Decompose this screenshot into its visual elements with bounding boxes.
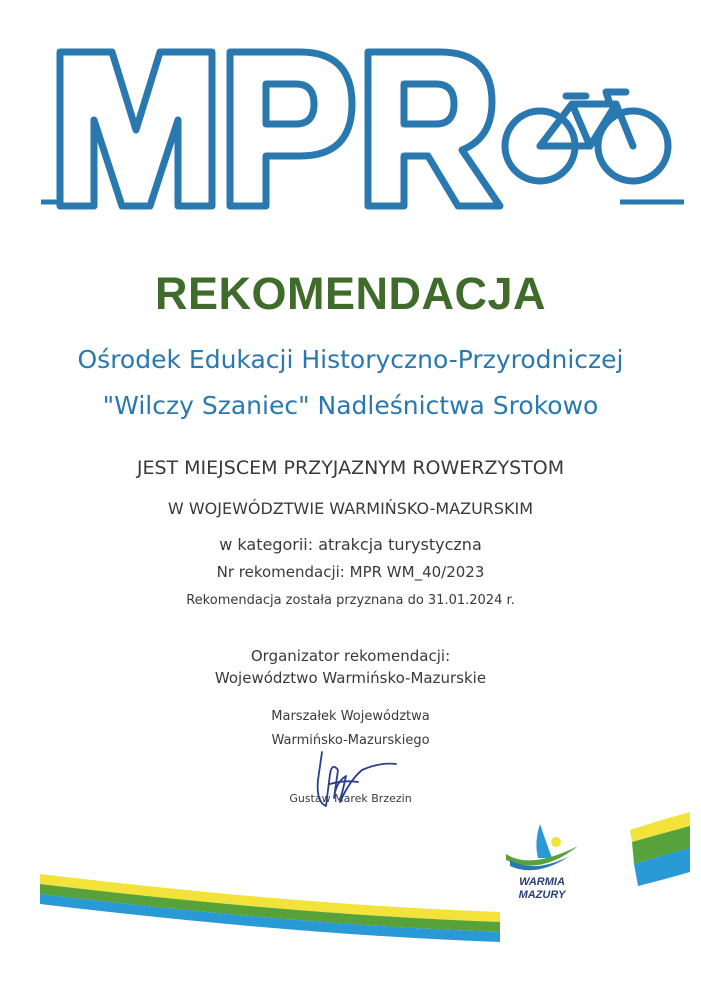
statement-text: JEST MIEJSCEM PRZYJAZNYM ROWERZYSTOM xyxy=(136,457,565,479)
recommendation-number: Nr rekomendacji: MPR WM_40/2023 xyxy=(216,563,485,581)
organizer-name: Województwo Warmińsko-Mazurskie xyxy=(214,669,487,687)
mpr-logo xyxy=(60,52,500,206)
logo-text-line2: MAZURY xyxy=(518,889,566,901)
signatory-title-line1: Marszałek Województwa xyxy=(271,709,430,724)
signatory-name: Gustaw Marek Brzezin xyxy=(289,792,412,805)
signature-icon xyxy=(300,740,420,820)
bicycle-icon xyxy=(505,92,668,181)
logo-sun-icon xyxy=(551,837,561,847)
signatory-title-line2: Warmińsko-Mazurskiego xyxy=(271,733,430,748)
logo-sail-icon xyxy=(536,824,552,858)
mpr-letter-m xyxy=(60,52,212,206)
warmia-mazury-logo-text xyxy=(500,876,584,902)
organization-name-line1: Ośrodek Edukacji Historyczno-Przyrodniczej xyxy=(77,345,624,374)
warmia-mazury-logo xyxy=(500,820,584,876)
page-title: REKOMENDACJA xyxy=(154,268,547,319)
mpr-letter-p xyxy=(230,52,352,206)
region-text: W WOJEWÓDZTWIE WARMIŃSKO-MAZURSKIM xyxy=(167,499,534,518)
organizer-label: Organizator rekomendacji: xyxy=(250,647,451,665)
organization-name-line2: "Wilczy Szaniec" Nadleśnictwa Srokowo xyxy=(102,391,599,420)
bottom-stripes xyxy=(40,812,690,942)
mpr-letter-r xyxy=(368,52,500,206)
validity-text: Rekomendacja została przyznana do 31.01.2024 r. xyxy=(186,593,515,608)
logo-text-line1: WARMIA xyxy=(519,876,565,888)
category-text: w kategorii: atrakcja turystyczna xyxy=(219,535,482,554)
